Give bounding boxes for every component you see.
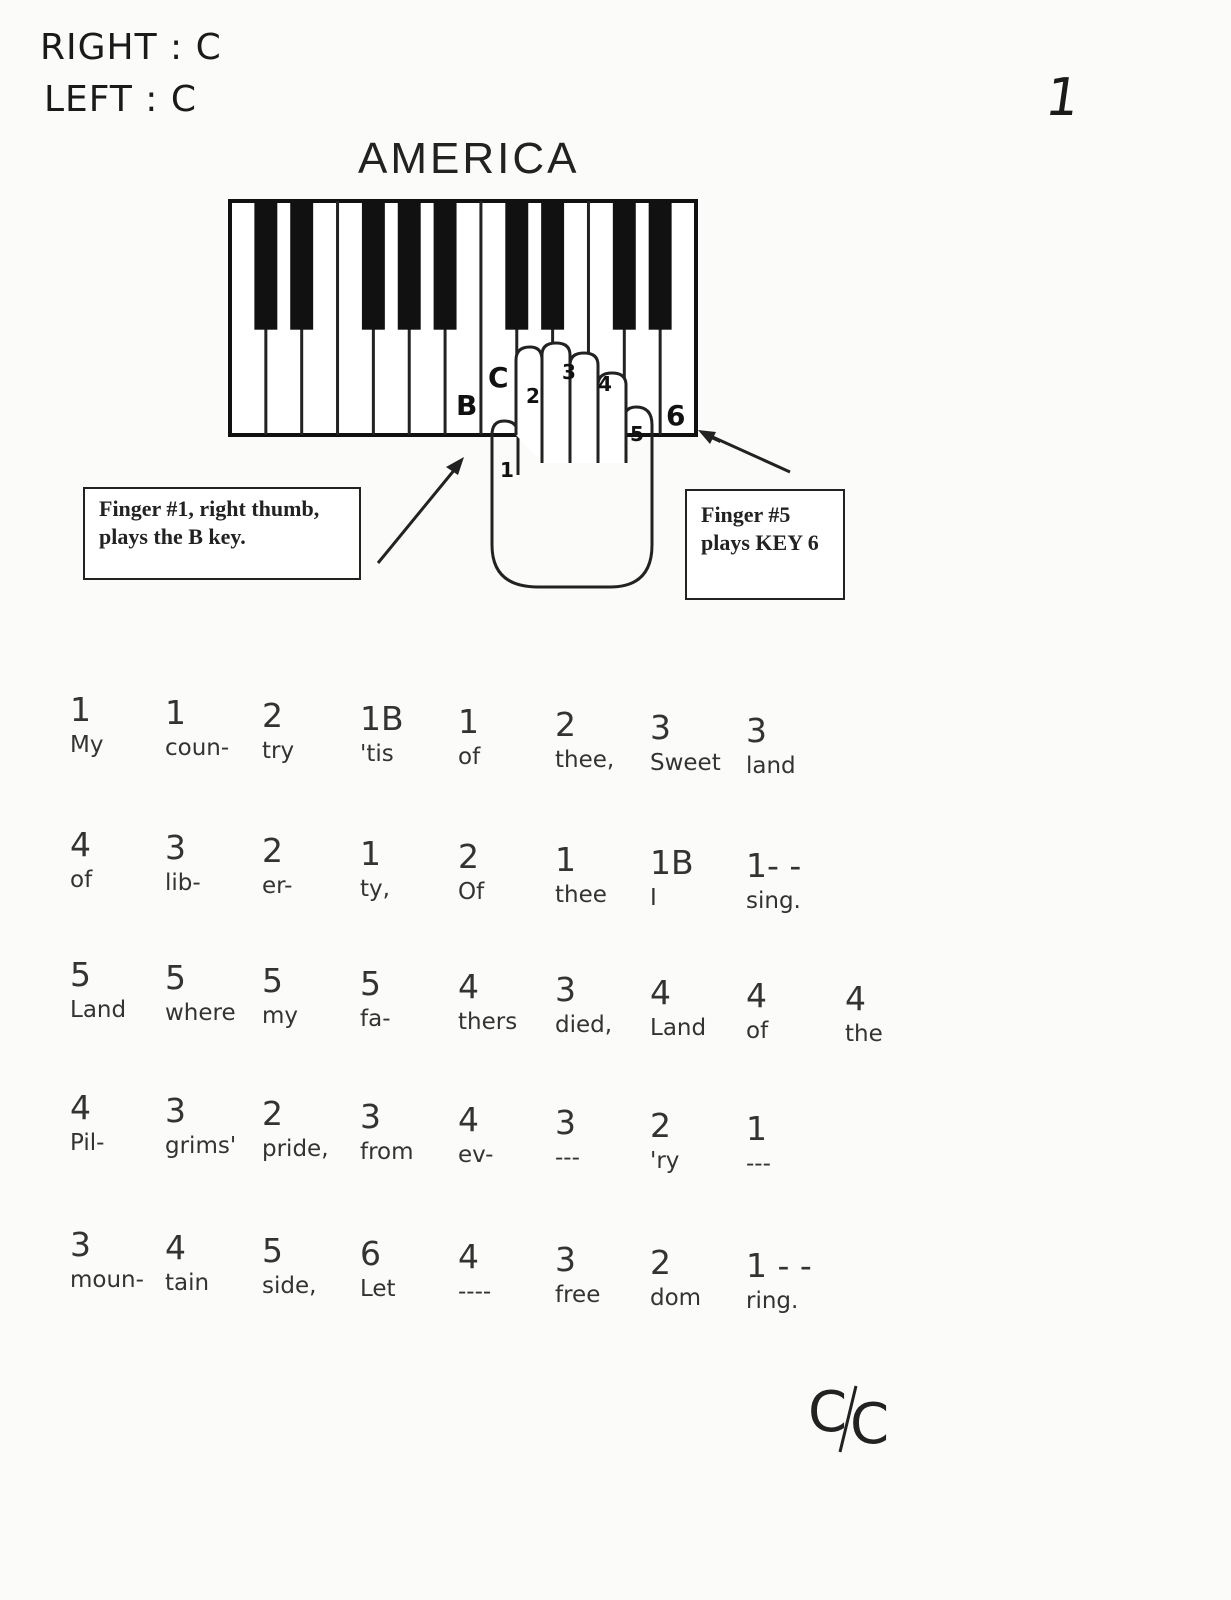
song-cell xyxy=(555,970,655,1040)
song-cell xyxy=(70,690,170,760)
finger-number: 2 xyxy=(262,696,283,735)
song-cell xyxy=(70,955,170,1025)
finger-number: 1 xyxy=(746,1109,767,1148)
lyric-syllable: dom xyxy=(650,1285,702,1311)
lyric-syllable: where xyxy=(165,1000,236,1026)
lyric-syllable: moun- xyxy=(70,1267,144,1293)
lyric-syllable: 'ry xyxy=(650,1148,680,1174)
song-cell xyxy=(360,1234,460,1304)
song-cell xyxy=(360,699,460,769)
finger-number: 3 xyxy=(746,711,767,750)
lyric-syllable: from xyxy=(360,1139,414,1165)
finger-label-1: 1 xyxy=(500,458,514,482)
song-cell xyxy=(165,958,265,1028)
hand-note-right: RIGHT : C xyxy=(40,27,222,68)
song-cell xyxy=(262,1231,362,1301)
lyric-syllable: Sweet xyxy=(650,750,721,776)
lyric-syllable: tain xyxy=(165,1270,210,1296)
lyric-syllable: Pil- xyxy=(70,1130,105,1156)
page-number: 1 xyxy=(1041,68,1084,128)
finger-number: 4 xyxy=(845,979,866,1018)
song-cell xyxy=(555,705,655,775)
song-cell xyxy=(746,1109,846,1179)
song-cell xyxy=(746,976,846,1046)
finger-label-3: 3 xyxy=(562,360,576,384)
callout-finger-5-line2: plays KEY 6 xyxy=(701,530,819,555)
finger-number: 2 xyxy=(555,705,576,744)
song-cell xyxy=(262,696,362,766)
song-cell xyxy=(650,973,750,1043)
song-cell xyxy=(165,1228,265,1298)
finger-number: 5 xyxy=(70,955,91,994)
finger-number: 4 xyxy=(165,1228,186,1267)
finger-number: 1 xyxy=(360,834,381,873)
lyric-syllable: grims' xyxy=(165,1133,237,1159)
song-cell xyxy=(165,1091,265,1161)
finger-number: 3 xyxy=(70,1225,91,1264)
lyric-syllable: lib- xyxy=(165,870,201,896)
key-label-b: B xyxy=(456,389,478,422)
finger-number: 2 xyxy=(262,831,283,870)
song-cell xyxy=(746,846,846,916)
hand-note-left: LEFT : C xyxy=(44,79,198,120)
finger-number: 4 xyxy=(458,967,479,1006)
finger-label-2: 2 xyxy=(526,384,540,408)
lyric-syllable: free xyxy=(555,1282,601,1308)
finger-number: 3 xyxy=(555,970,576,1009)
finger-number: 1B xyxy=(650,843,694,882)
finger-number: 5 xyxy=(262,1231,283,1270)
song-cell xyxy=(746,1246,846,1316)
finger-number: 3 xyxy=(165,1091,186,1130)
song-cell xyxy=(70,825,170,895)
finger-number: 1 xyxy=(70,690,91,729)
song-cell xyxy=(458,702,558,772)
lyric-syllable: of xyxy=(746,1018,769,1044)
song-cell xyxy=(70,1088,170,1158)
lyric-syllable: 'tis xyxy=(360,741,394,767)
lyric-syllable: Let xyxy=(360,1276,396,1302)
lyric-syllable: of xyxy=(70,867,93,893)
key-label-6: 6 xyxy=(666,399,686,432)
lyric-syllable: died, xyxy=(555,1012,613,1038)
lyric-syllable: sing. xyxy=(746,888,801,914)
finger-label-5: 5 xyxy=(630,422,644,446)
song-cell xyxy=(360,964,460,1034)
song-cell xyxy=(650,708,750,778)
finger-label-4: 4 xyxy=(598,372,612,396)
lyric-syllable: thee xyxy=(555,882,607,908)
finger-number: 2 xyxy=(650,1243,671,1282)
lyric-syllable: fa- xyxy=(360,1006,391,1032)
finger-number: 4 xyxy=(70,1088,91,1127)
lyric-syllable: ty, xyxy=(360,876,390,902)
finger-number: 4 xyxy=(746,976,767,1015)
lyric-syllable: pride, xyxy=(262,1136,329,1162)
finger-number: 2 xyxy=(458,837,479,876)
lyric-syllable: thers xyxy=(458,1009,518,1035)
song-cell xyxy=(555,1103,655,1173)
finger-number: 1 xyxy=(555,840,576,879)
lyric-syllable: of xyxy=(458,744,481,770)
key-label-c: C xyxy=(488,361,509,394)
page-title: AMERICA xyxy=(358,134,580,183)
finger-number: 5 xyxy=(360,964,381,1003)
lyric-syllable: try xyxy=(262,738,295,764)
finger-number: 4 xyxy=(458,1237,479,1276)
lyric-syllable: thee, xyxy=(555,747,615,773)
finger-number: 4 xyxy=(650,973,671,1012)
song-cell xyxy=(845,979,945,1049)
finger-number: 3 xyxy=(165,828,186,867)
finger-number: 3 xyxy=(650,708,671,747)
song-cell xyxy=(70,1225,170,1295)
song-cell xyxy=(360,1097,460,1167)
finger-number: 6 xyxy=(360,1234,381,1273)
song-cell xyxy=(165,828,265,898)
song-cell xyxy=(555,1240,655,1310)
finger-number: 1 xyxy=(458,702,479,741)
finger-number: 2 xyxy=(262,1094,283,1133)
finger-number: 3 xyxy=(555,1240,576,1279)
song-cell xyxy=(555,840,655,910)
finger-number: 1 xyxy=(165,693,186,732)
finger-number: 5 xyxy=(262,961,283,1000)
finger-number: 4 xyxy=(70,825,91,864)
lyric-syllable: side, xyxy=(262,1273,317,1299)
finger-number: 1- - xyxy=(746,846,802,885)
song-cell xyxy=(360,834,460,904)
finger-number: 3 xyxy=(555,1103,576,1142)
finger-number: 2 xyxy=(650,1106,671,1145)
song-cell xyxy=(262,1094,362,1164)
lyric-syllable: I xyxy=(650,885,657,911)
lyric-syllable: coun- xyxy=(165,735,230,761)
callout-finger-1-line2: plays the B key. xyxy=(99,524,246,549)
lyric-syllable: Land xyxy=(70,997,127,1023)
lyric-syllable: the xyxy=(845,1021,883,1047)
footer-c-left: C xyxy=(808,1380,848,1445)
lyric-syllable: My xyxy=(70,732,104,758)
song-cell xyxy=(650,1106,750,1176)
finger-number: 4 xyxy=(458,1100,479,1139)
lyric-syllable: er- xyxy=(262,873,293,899)
lyric-syllable: ev- xyxy=(458,1142,494,1168)
song-cell xyxy=(650,843,750,913)
finger-number: 1B xyxy=(360,699,404,738)
footer-c-right: C xyxy=(850,1392,890,1457)
callout-finger-5-line1: Finger #5 xyxy=(701,502,791,527)
song-cell xyxy=(458,967,558,1037)
song-cell xyxy=(165,693,265,763)
song-cell xyxy=(458,1237,558,1307)
finger-number: 1 - - xyxy=(746,1246,812,1285)
callout-finger-1-line1: Finger #1, right thumb, xyxy=(99,496,320,521)
lyric-syllable: land xyxy=(746,753,796,779)
finger-number: 3 xyxy=(360,1097,381,1136)
song-cell xyxy=(650,1243,750,1313)
song-cell xyxy=(262,831,362,901)
song-cell xyxy=(458,837,558,907)
song-cell xyxy=(746,711,846,781)
lyric-syllable: ring. xyxy=(746,1288,799,1314)
lyric-syllable: --- xyxy=(555,1145,580,1171)
lyric-syllable: Land xyxy=(650,1015,707,1041)
lyric-syllable: my xyxy=(262,1003,299,1029)
lyric-syllable: ---- xyxy=(458,1279,492,1305)
song-cell xyxy=(458,1100,558,1170)
finger-number: 5 xyxy=(165,958,186,997)
lyric-syllable: Of xyxy=(458,879,485,905)
lyric-syllable: --- xyxy=(746,1151,771,1177)
song-cell xyxy=(262,961,362,1031)
